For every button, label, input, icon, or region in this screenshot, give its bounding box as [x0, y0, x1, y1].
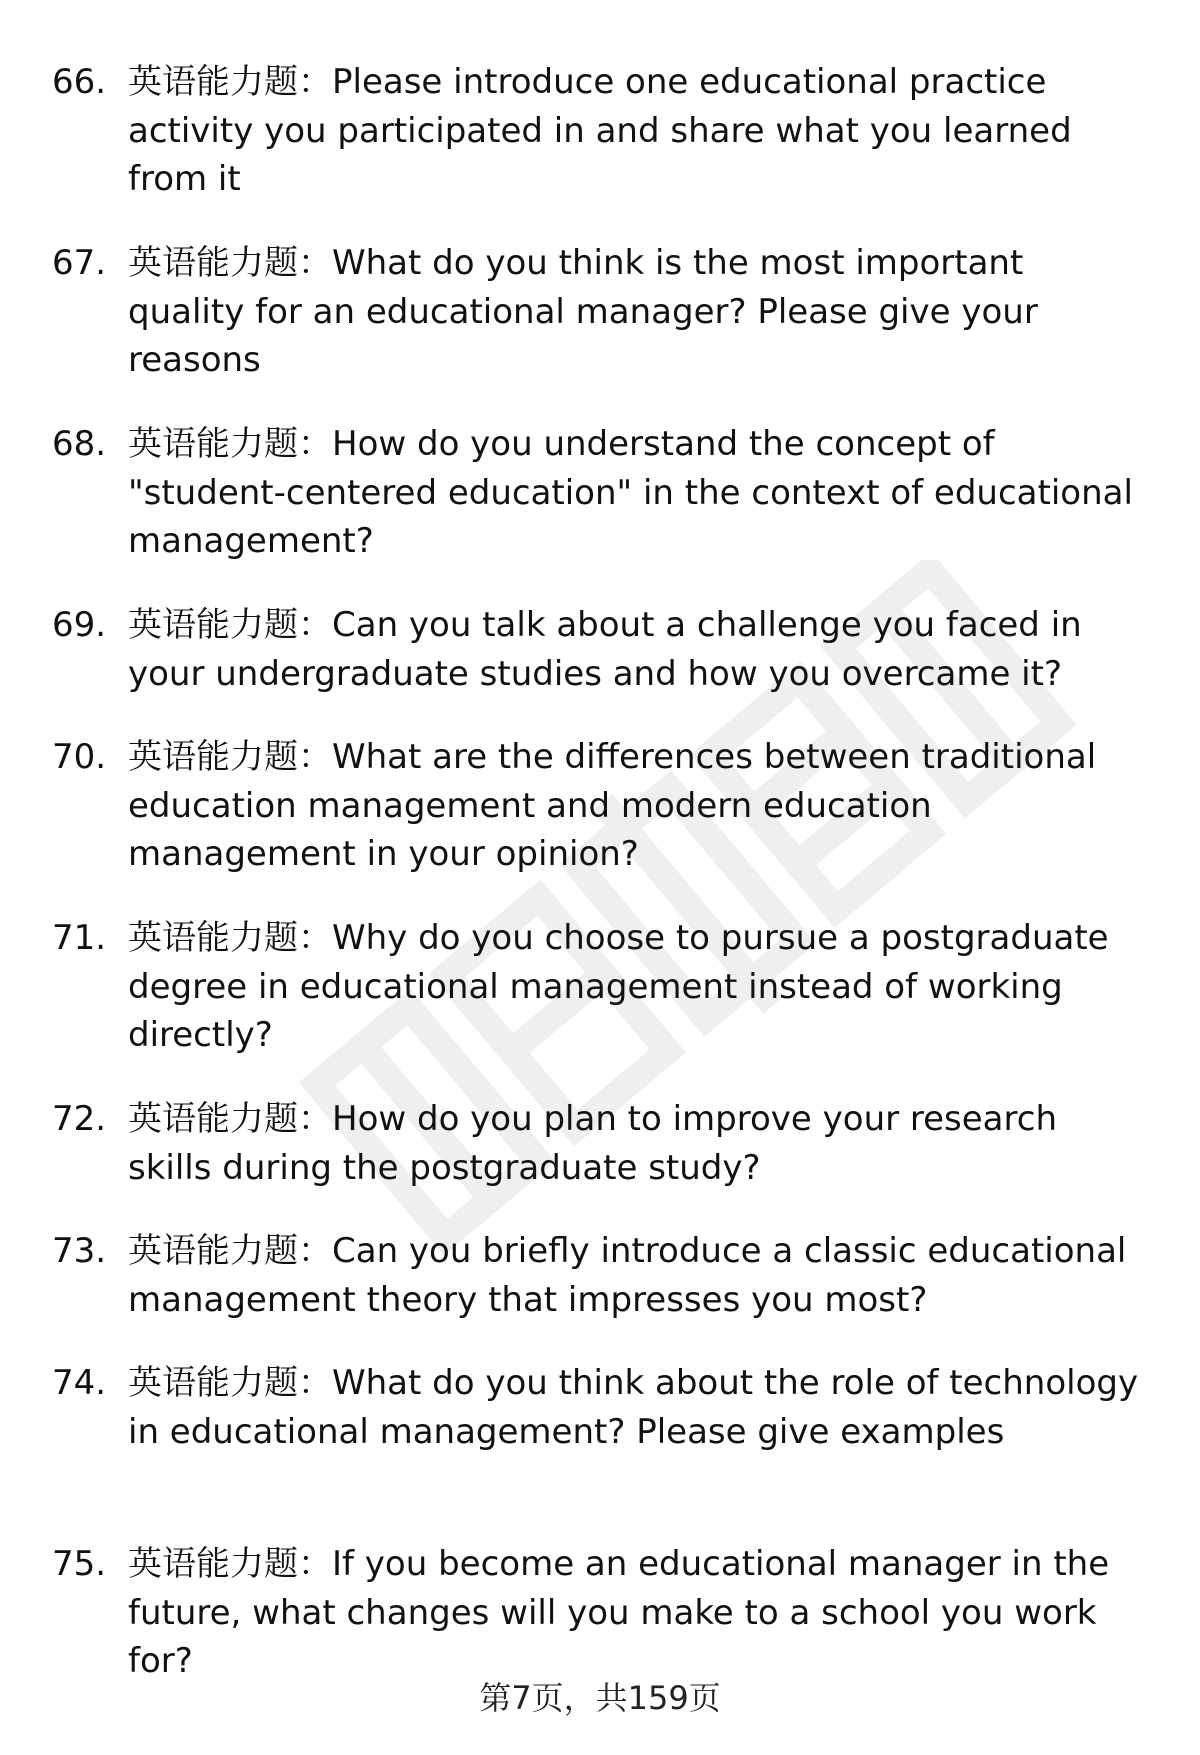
question-number: 67. [52, 243, 107, 283]
question-category-label: 英语能力题： [128, 243, 332, 283]
question-item [0, 1095, 1200, 1227]
question-item [0, 733, 1200, 914]
question-text: Can you briefly introduce a classic educational management theory that impresses you most? [128, 1231, 1127, 1320]
question-text: What are the differences between traditional education management and modern education management in your opinion? [128, 737, 1097, 874]
question-text: What do you think about the role of technology in educational management? Please give examples [128, 1363, 1139, 1452]
question-category-label: 英语能力题： [128, 62, 332, 102]
question-number: 75. [52, 1544, 107, 1584]
question-item [0, 601, 1200, 733]
question-body [128, 1095, 1148, 1192]
question-body [128, 914, 1148, 1060]
question-number: 68. [52, 424, 107, 464]
question-item [0, 1359, 1200, 1540]
question-text: Why do you choose to pursue a postgraduate degree in educational management instead of working directly? [128, 918, 1109, 1055]
question-body [128, 1359, 1148, 1456]
question-number: 69. [52, 605, 107, 645]
question-body [128, 601, 1148, 698]
question-item [0, 239, 1200, 420]
question-number: 70. [52, 737, 107, 777]
question-number: 74. [52, 1363, 107, 1403]
question-category-label: 英语能力题： [128, 424, 332, 464]
question-body [128, 733, 1148, 879]
question-text: What do you think is the most important quality for an educational manager? Please give your reasons [128, 243, 1038, 380]
page-number-footer: 第7页，共159页 [479, 1679, 721, 1717]
question-body [128, 239, 1148, 385]
question-category-label: 英语能力题： [128, 1544, 332, 1584]
question-text: Please introduce one educational practice activity you participated in and share what you learned from it [128, 62, 1072, 199]
question-text: If you become an educational manager in the future, what changes will you make to a school you work for? [128, 1544, 1110, 1681]
question-body [128, 58, 1148, 204]
question-text: How do you plan to improve your research skills during the postgraduate study? [128, 1099, 1057, 1188]
question-body [128, 420, 1148, 566]
question-number: 71. [52, 918, 107, 958]
question-body [128, 1540, 1148, 1686]
question-number: 72. [52, 1099, 107, 1139]
question-item [0, 58, 1200, 239]
question-text: Can you talk about a challenge you faced in your undergraduate studies and how you overcame it? [128, 605, 1082, 694]
question-body [128, 1227, 1148, 1324]
question-number: 66. [52, 62, 107, 102]
question-category-label: 英语能力题： [128, 1363, 332, 1403]
question-item [0, 420, 1200, 601]
question-category-label: 英语能力题： [128, 605, 332, 645]
question-item [0, 1227, 1200, 1359]
question-category-label: 英语能力题： [128, 737, 332, 777]
question-number: 73. [52, 1231, 107, 1271]
question-list [0, 58, 1200, 1700]
question-category-label: 英语能力题： [128, 1231, 332, 1271]
question-item [0, 914, 1200, 1095]
question-category-label: 英语能力题： [128, 918, 332, 958]
question-category-label: 英语能力题： [128, 1099, 332, 1139]
question-text: How do you understand the concept of "student-centered education" in the context of educational management? [128, 424, 1133, 561]
